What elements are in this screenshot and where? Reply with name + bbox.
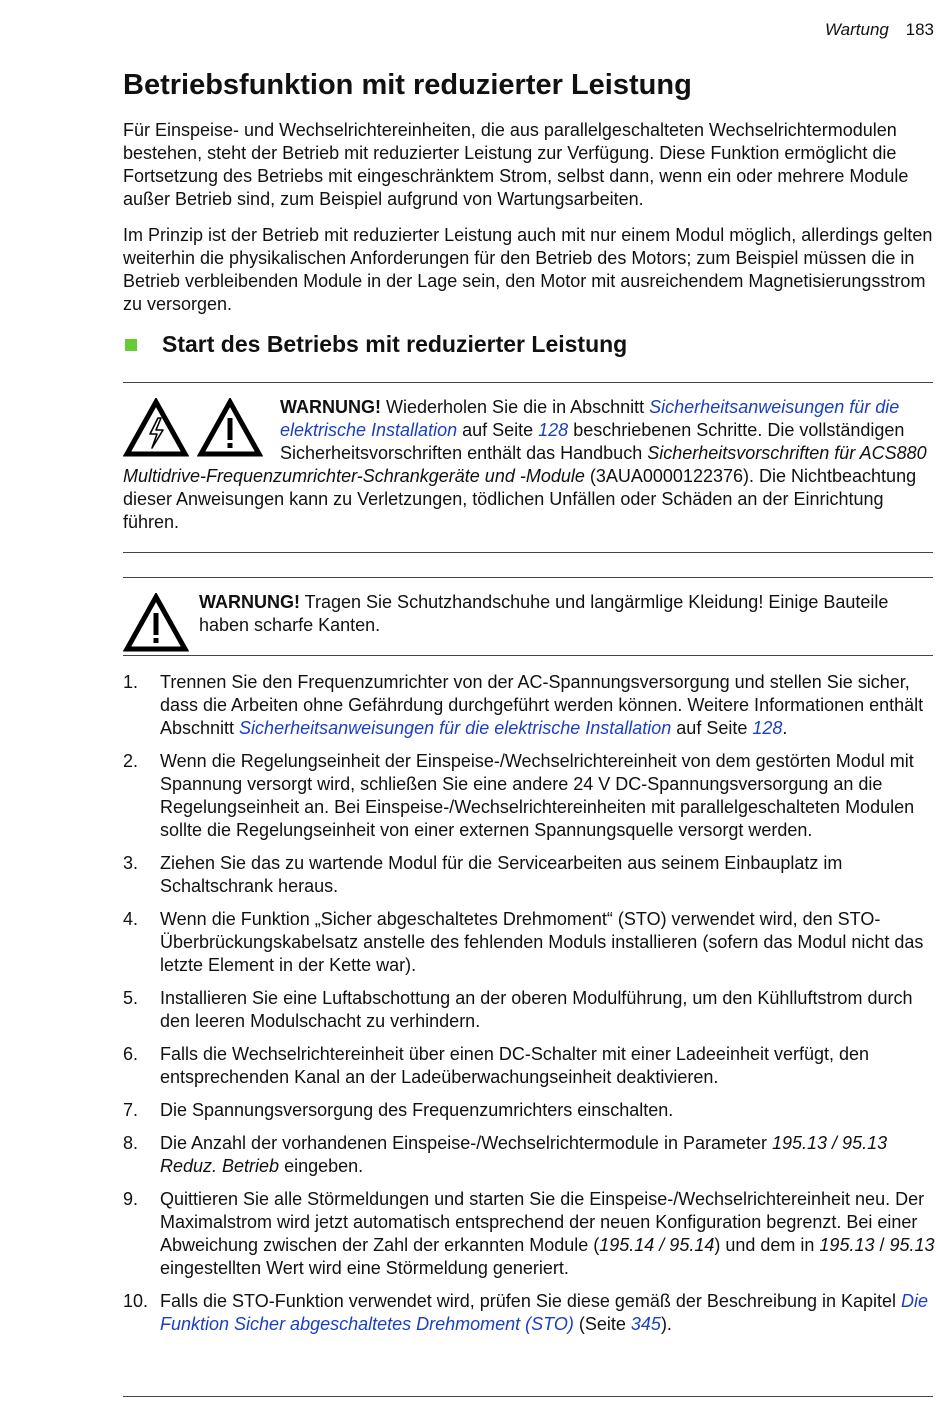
warning-label: WARNUNG! bbox=[280, 397, 381, 417]
list-item bbox=[123, 1290, 935, 1336]
warning-text: beschriebenen Schritte. Die vollständigen Sicherheitsvorschriften enthält das Handbuch bbox=[280, 420, 905, 463]
divider bbox=[123, 1396, 933, 1397]
step-text: Wenn die Funktion „Sicher abgeschaltetes Drehmoment“ (STO) verwendet wird, den STO-Überbrückungskabelsatz anstelle des fehlenden Moduls installieren (sofern das Modul nicht das letzte Element in der Kette war). bbox=[160, 909, 924, 975]
list-item bbox=[123, 1188, 935, 1280]
step-text: Installieren Sie eine Luftabschottung an der oberen Modulführung, um den Kühlluftstrom durch den leeren Modulschacht zu verhindern. bbox=[160, 988, 913, 1031]
list-item bbox=[123, 750, 935, 842]
step-number: 6. bbox=[123, 1044, 139, 1064]
heading-bullet bbox=[125, 339, 137, 351]
link-sto-chapter[interactable]: Die Funktion Sicher abgeschaltetes Drehmoment (STO) bbox=[160, 1291, 929, 1334]
warning-electrical-installation bbox=[123, 396, 935, 534]
parameter-id: 195.13 bbox=[819, 1235, 875, 1255]
step-text: Die Spannungsversorgung des Frequenzumrichters einschalten. bbox=[160, 1100, 674, 1120]
warning-text: Wiederholen Sie die in Abschnitt bbox=[381, 397, 650, 417]
parameter-name: 195.13 / 95.13 Reduz. Betrieb bbox=[160, 1133, 888, 1176]
list-item bbox=[123, 671, 935, 740]
list-item bbox=[123, 987, 935, 1033]
step-number: 2. bbox=[123, 751, 139, 771]
step-text: Die Anzahl der vorhandenen Einspeise-/Wechselrichtermodule in Parameter 195.13 / 95.13 Reduz. Betrieb eingeben. bbox=[160, 1133, 888, 1176]
warning-text: (3AUA0000122376). Die Nichtbeachtung dieser Anweisungen kann zu Verletzungen, tödlichen Unfällen oder Schäden an der Einrichtung führen. bbox=[123, 466, 917, 532]
step-number: 3. bbox=[123, 853, 139, 873]
divider bbox=[123, 382, 933, 383]
general-warning-icon bbox=[123, 593, 189, 653]
step-text: Falls die Wechselrichtereinheit über einen DC-Schalter mit einer Ladeeinheit verfügt, den entsprechenden Kanal an der Ladeüberwachungseinheit deaktivieren. bbox=[160, 1044, 870, 1087]
page-title: Betriebsfunktion mit reduzierter Leistung bbox=[123, 69, 692, 101]
list-item bbox=[123, 852, 935, 898]
list-item bbox=[123, 908, 935, 977]
step-number: 4. bbox=[123, 909, 139, 929]
step-number: 7. bbox=[123, 1100, 139, 1120]
step-text: Trennen Sie den Frequenzumrichter von der AC-Spannungsversorgung und stellen Sie sicher, dass die Arbeiten ohne Gefährdung durchgeführt werden können. Weitere Informationen enthält Abschnitt Sicherheitsanweisungen für die elektrische Installation auf Seite 128. bbox=[160, 672, 924, 738]
list-item bbox=[123, 1099, 935, 1122]
divider bbox=[123, 655, 933, 656]
section-heading bbox=[123, 331, 627, 358]
divider bbox=[123, 577, 933, 578]
step-number: 1. bbox=[123, 672, 139, 692]
header-section: Wartung bbox=[824, 20, 889, 39]
link-page-128[interactable]: 128 bbox=[752, 718, 783, 738]
step-number: 5. bbox=[123, 988, 139, 1008]
intro-paragraph: Für Einspeise- und Wechselrichtereinheiten, die aus parallelgeschalteten Wechselrichtermodulen bestehen, steht der Betrieb mit reduzierter Leistung zur Verfügung. Diese Funktion ermöglicht die Fortsetzung des Betriebs mit eingeschränktem Strom, selbst dann, wenn ein oder mehrere Module außer Betrieb sind, zum Beispiel aufgrund von Wartungsarbeiten. bbox=[123, 120, 909, 209]
page-header bbox=[825, 20, 934, 40]
step-text: Quittieren Sie alle Störmeldungen und starten Sie die Einspeise-/Wechselrichtereinheit neu. Der Maximalstrom wird jetzt automatisch entsprechend der neuen Konfiguration begrenzt. Bei einer Abweichung zwischen der Zahl der erkannten Module (195.14 / 95.14) und dem in 195.13 / 95.13 eingestellten Wert wird eine Störmeldung generiert. bbox=[160, 1189, 935, 1278]
procedure-steps bbox=[123, 671, 935, 1346]
divider bbox=[123, 552, 933, 553]
warning-text: Tragen Sie Schutzhandschuhe und langärmlige Kleidung! Einige Bauteile haben scharfe Kanten. bbox=[199, 592, 889, 635]
section-heading-text: Start des Betriebs mit reduzierter Leistung bbox=[162, 331, 628, 357]
step-number: 9. bbox=[123, 1189, 139, 1209]
step-text: Wenn die Regelungseinheit der Einspeise-/Wechselrichtereinheit von dem gestörten Modul mit Spannung versorgt wird, schließen Sie eine andere 24 V DC-Spannungsversorgung an die Regelungseinheit an. Bei Einspeise-/Wechselrichtereinheiten mit parallelgeschalteten Modulen sollte die Regelungseinheit von einer externen Spannungsquelle versorgt werden. bbox=[160, 751, 915, 840]
link-page-345[interactable]: 345 bbox=[630, 1314, 661, 1334]
warning-protective-clothing bbox=[199, 591, 919, 637]
step-text: Falls die STO-Funktion verwendet wird, prüfen Sie diese gemäß der Beschreibung in Kapitel Die Funktion Sicher abgeschaltetes Drehmoment (STO) (Seite 345). bbox=[160, 1291, 929, 1334]
step-text: Ziehen Sie das zu wartende Modul für die Servicearbeiten aus seinem Einbauplatz im Schaltschrank heraus. bbox=[160, 853, 843, 896]
principle-paragraph: Im Prinzip ist der Betrieb mit reduzierter Leistung auch mit nur einem Modul möglich, allerdings gelten weiterhin die physikalischen Anforderungen für den Betrieb des Motors; zum Beispiel müssen die in Betrieb verbleibenden Module in der Lage sein, den Motor mit ausreichendem Magnetisierungsstrom zu versorgen. bbox=[123, 225, 933, 314]
step-number: 10. bbox=[123, 1291, 149, 1311]
warning-text: auf Seite bbox=[457, 420, 539, 440]
warning-label: WARNUNG! bbox=[199, 592, 300, 612]
parameter-id: 95.13 bbox=[889, 1235, 935, 1255]
list-item bbox=[123, 1132, 935, 1178]
page-number: 183 bbox=[905, 20, 934, 39]
step-number: 8. bbox=[123, 1133, 139, 1153]
parameter-id: 195.14 / 95.14 bbox=[599, 1235, 715, 1255]
link-page-128[interactable]: 128 bbox=[538, 420, 569, 440]
list-item bbox=[123, 1043, 935, 1089]
link-safety-instructions[interactable]: Sicherheitsanweisungen für die elektrische Installation bbox=[239, 718, 672, 738]
link-safety-instructions[interactable]: Sicherheitsanweisungen für die elektrische Installation bbox=[280, 397, 900, 440]
manual-title: Sicherheitsvorschriften für ACS880 Multidrive-Frequenzumrichter-Schrankgeräte und -Module bbox=[123, 443, 927, 486]
